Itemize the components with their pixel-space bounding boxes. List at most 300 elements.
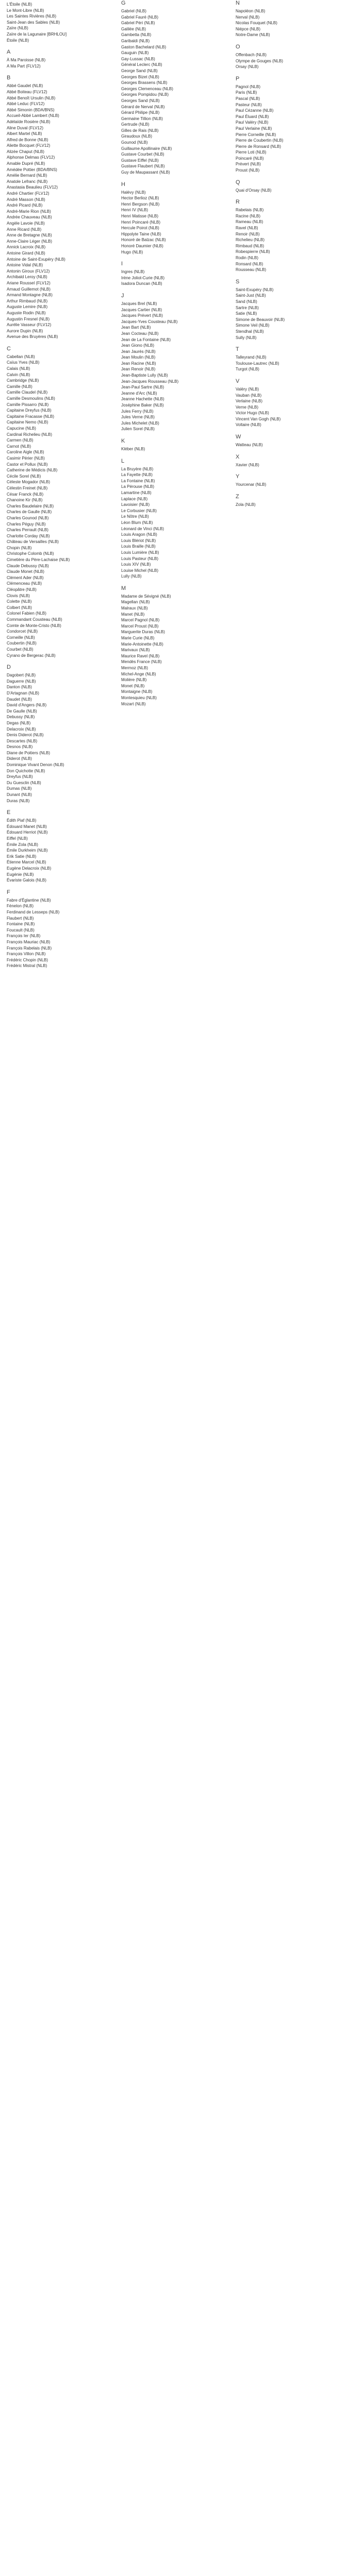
index-entry[interactable]: Jeanne Hachette (NLB): [121, 397, 164, 402]
index-entry[interactable]: Clovis (NLB): [7, 593, 30, 598]
index-entry[interactable]: Rabelais (NLB): [236, 208, 264, 213]
index-entry[interactable]: Étienne Marcel (NLB): [7, 860, 46, 865]
index-entry[interactable]: Frédéric Mistral (NLB): [7, 963, 47, 969]
index-entry[interactable]: Gounod (NLB): [121, 140, 148, 145]
index-entry[interactable]: Cléopâtre (NLB): [7, 587, 37, 592]
index-entry[interactable]: Vauban (NLB): [236, 393, 262, 398]
index-entry[interactable]: Castor et Pollux (NLB): [7, 462, 48, 467]
index-entry[interactable]: Clément Ader (NLB): [7, 575, 44, 580]
index-entry[interactable]: Gustave Flaubert (NLB): [121, 164, 165, 169]
index-entry[interactable]: Daudet (NLB): [7, 697, 32, 702]
index-entry[interactable]: Jacques Brel (NLB): [121, 301, 157, 306]
index-entry[interactable]: Édith Piaf (NLB): [7, 818, 37, 823]
index-entry[interactable]: Verne (NLB): [236, 404, 259, 410]
index-entry[interactable]: Casimir Périer (NLB): [7, 455, 45, 461]
index-entry[interactable]: Jean Renoir (NLB): [121, 367, 156, 372]
index-entry[interactable]: Notre-Dame (NLB): [236, 32, 270, 38]
index-entry[interactable]: Capucine (NLB): [7, 426, 36, 431]
index-entry[interactable]: Simone de Beauvoir (NLB): [236, 317, 285, 322]
index-entry[interactable]: Eiffel (NLB): [7, 836, 28, 841]
index-entry[interactable]: Le Nôtre (NLB): [121, 514, 149, 519]
index-entry[interactable]: Toulouse-Lautrec (NLB): [236, 361, 279, 366]
index-entry[interactable]: Pierre de Coubertin (NLB): [236, 138, 284, 143]
index-entry[interactable]: L'Étoile (NLB): [7, 2, 32, 7]
index-entry[interactable]: Gérard Philipe (NLB): [121, 110, 160, 115]
index-entry[interactable]: Charles Péguy (NLB): [7, 521, 46, 527]
index-entry[interactable]: Ingres (NLB): [121, 269, 145, 275]
index-entry[interactable]: À Ma Paroisse (NLB): [7, 58, 46, 63]
index-entry[interactable]: Hugo (NLB): [121, 249, 143, 255]
index-entry[interactable]: Paris (NLB): [236, 90, 257, 95]
index-entry[interactable]: Saint-Exupéry (NLB): [236, 287, 274, 292]
index-entry[interactable]: Charlotte Corday (NLB): [7, 533, 50, 538]
index-entry[interactable]: Jean Giono (NLB): [121, 343, 155, 348]
index-entry[interactable]: Descartes (NLB): [7, 738, 38, 743]
index-entry[interactable]: Capitaine Dreyfus (NLB): [7, 408, 52, 413]
index-entry[interactable]: Kléber (NLB): [121, 447, 145, 451]
index-entry[interactable]: Jules Michelet (NLB): [121, 420, 159, 426]
index-entry[interactable]: Évariste Galois (NLB): [7, 878, 46, 883]
index-entry[interactable]: Duras (NLB): [7, 798, 30, 803]
index-entry[interactable]: Dumas (NLB): [7, 786, 32, 791]
index-entry[interactable]: Satie (NLB): [236, 311, 257, 316]
index-entry[interactable]: Rameau (NLB): [236, 219, 263, 225]
index-entry[interactable]: Napoléon (NLB): [236, 9, 266, 13]
index-entry[interactable]: Rousseau (NLB): [236, 267, 267, 273]
index-entry[interactable]: Adélaïde Rosière (NLB): [7, 119, 51, 124]
index-entry[interactable]: Léonard de Vinci (NLB): [121, 526, 164, 531]
index-entry[interactable]: Quai d'Orsay (NLB): [236, 188, 272, 193]
index-entry[interactable]: Alizée Chaput (NLB): [7, 149, 44, 154]
index-entry[interactable]: Capitaine Fracasse (NLB): [7, 414, 55, 419]
index-entry[interactable]: Abbé Leduc (FLV12): [7, 101, 45, 107]
index-entry[interactable]: Valéry (NLB): [236, 386, 259, 392]
index-entry[interactable]: Voltaire (NLB): [236, 422, 261, 428]
index-entry[interactable]: Foucault (NLB): [7, 927, 35, 933]
index-entry[interactable]: Condorcet (NLB): [7, 629, 38, 634]
index-entry[interactable]: Molière (NLB): [121, 677, 147, 683]
index-entry[interactable]: Watteau (NLB): [236, 443, 263, 448]
index-entry[interactable]: Jean-Jacques Rousseau (NLB): [121, 379, 179, 384]
index-entry[interactable]: Montesquieu (NLB): [121, 695, 157, 700]
index-entry[interactable]: Cimetière du Père-Lachaise (NLB): [7, 557, 70, 563]
index-entry[interactable]: Coubertin (NLB): [7, 641, 37, 646]
index-entry[interactable]: Aurore Dupin (NLB): [7, 328, 43, 333]
index-entry[interactable]: Madame de Sévigné (NLB): [121, 594, 171, 599]
index-entry[interactable]: Yourcenar (NLB): [236, 482, 267, 487]
index-entry[interactable]: Célestin Freinet (NLB): [7, 485, 48, 490]
index-entry[interactable]: Diderot (NLB): [7, 756, 32, 761]
index-entry[interactable]: Saint-Jean des Sables (NLB): [7, 20, 60, 25]
index-entry[interactable]: Caïus Yves (NLB): [7, 360, 40, 365]
index-entry[interactable]: Cardinal Richelieu (NLB): [7, 432, 53, 437]
index-entry[interactable]: Simone Veil (NLB): [236, 323, 270, 328]
index-entry[interactable]: Dominique Vivant Denon (NLB): [7, 762, 64, 768]
index-entry[interactable]: Fontaine (NLB): [7, 922, 35, 927]
index-entry[interactable]: Jean Racine (NLB): [121, 361, 156, 366]
index-entry[interactable]: Pasteur (NLB): [236, 102, 262, 107]
index-entry[interactable]: Archibald Leroy (NLB): [7, 275, 47, 280]
index-entry[interactable]: Antonin Giroux (FLV12): [7, 268, 50, 274]
index-entry[interactable]: Giraudoux (NLB): [121, 134, 153, 139]
index-entry[interactable]: Ferdinand de Lesseps (NLB): [7, 909, 60, 914]
index-entry[interactable]: Anne-Claire Léger (NLB): [7, 239, 53, 244]
index-entry[interactable]: Abbé Gaudet (NLB): [7, 83, 43, 89]
index-entry[interactable]: Olympe de Gouges (NLB): [236, 58, 284, 63]
index-entry[interactable]: Paul Éluard (NLB): [236, 114, 269, 119]
index-entry[interactable]: Lavoisier (NLB): [121, 502, 150, 507]
index-entry[interactable]: Du Guesclin (NLB): [7, 780, 41, 785]
index-entry[interactable]: Antoine Vidal (NLB): [7, 263, 43, 268]
index-entry[interactable]: Charles Baudelaire (NLB): [7, 503, 54, 509]
index-entry[interactable]: Amélie Bernard (NLB): [7, 173, 47, 178]
index-entry[interactable]: Henri Poincaré (NLB): [121, 219, 161, 225]
index-entry[interactable]: Cambridge (NLB): [7, 378, 39, 383]
index-entry[interactable]: Verlaine (NLB): [236, 399, 263, 404]
index-entry[interactable]: Charles de Gaulle (NLB): [7, 510, 52, 515]
index-entry[interactable]: Les Saintes Rivières (NLB): [7, 14, 57, 19]
index-entry[interactable]: Flaubert (NLB): [7, 916, 34, 921]
index-entry[interactable]: Arthur Rimbaud (NLB): [7, 298, 48, 303]
index-entry[interactable]: Victor Hugo (NLB): [236, 411, 269, 416]
index-entry[interactable]: François Rabelais (NLB): [7, 945, 52, 951]
index-entry[interactable]: Pierre Loti (NLB): [236, 150, 267, 155]
index-entry[interactable]: Édouard Herriot (NLB): [7, 830, 48, 835]
index-entry[interactable]: Niépce (NLB): [236, 26, 261, 31]
index-entry[interactable]: Honoré de Balzac (NLB): [121, 238, 166, 243]
index-entry[interactable]: Halévy (NLB): [121, 190, 146, 195]
index-entry[interactable]: Anne de Bretagne (NLB): [7, 233, 52, 238]
index-entry[interactable]: Desnos (NLB): [7, 744, 33, 750]
index-entry[interactable]: Calais (NLB): [7, 366, 30, 371]
index-entry[interactable]: Henri IV (NLB): [121, 208, 148, 213]
index-entry[interactable]: Augustin Fresnel (NLB): [7, 316, 50, 321]
index-entry[interactable]: Émile Durkheim (NLB): [7, 848, 48, 853]
index-entry[interactable]: Albert Martel (NLB): [7, 131, 42, 137]
index-entry[interactable]: Louis Aragon (NLB): [121, 532, 157, 537]
index-entry[interactable]: Jean Jaurès (NLB): [121, 349, 156, 354]
index-entry[interactable]: Germaine Tillion (NLB): [121, 116, 163, 121]
index-entry[interactable]: Garibaldi (NLB): [121, 38, 150, 43]
index-entry[interactable]: Jean Moulin (NLB): [121, 355, 156, 360]
index-entry[interactable]: Danton (NLB): [7, 685, 32, 690]
index-entry[interactable]: Andrée Chauveau (NLB): [7, 215, 52, 220]
index-entry[interactable]: Anatole Lefranc (NLB): [7, 179, 48, 184]
index-entry[interactable]: Delacroix (NLB): [7, 726, 36, 732]
index-entry[interactable]: Louis Blériot (NLB): [121, 538, 156, 543]
index-entry[interactable]: Eugénie (NLB): [7, 872, 34, 877]
index-entry[interactable]: Clémenceau (NLB): [7, 581, 42, 586]
index-entry[interactable]: La Bruyère (NLB): [121, 466, 154, 471]
index-entry[interactable]: Jeanne d'Arc (NLB): [121, 391, 157, 396]
index-entry[interactable]: André Chartier (FLV12): [7, 191, 49, 196]
index-entry[interactable]: Sand (NLB): [236, 299, 257, 304]
index-entry[interactable]: Fabre d'Églantine (NLB): [7, 897, 51, 903]
index-entry[interactable]: Céleste Mogador (NLB): [7, 480, 51, 485]
index-entry[interactable]: Camille Pissarro (NLB): [7, 402, 49, 407]
index-entry[interactable]: Sartre (NLB): [236, 305, 259, 310]
index-entry[interactable]: Angèle Lavoie (NLB): [7, 221, 45, 226]
index-entry[interactable]: Colette (NLB): [7, 599, 32, 604]
index-entry[interactable]: Julien Sorel (NLB): [121, 427, 155, 432]
index-entry[interactable]: Louis Braille (NLB): [121, 544, 156, 549]
index-entry[interactable]: Ronsard (NLB): [236, 261, 263, 266]
index-entry[interactable]: Prévert (NLB): [236, 162, 261, 167]
index-entry[interactable]: Monet (NLB): [121, 683, 145, 688]
index-entry[interactable]: Charles Perrault (NLB): [7, 528, 48, 533]
index-entry[interactable]: Louis Lumière (NLB): [121, 550, 159, 555]
index-entry[interactable]: Hector Berlioz (NLB): [121, 196, 159, 201]
index-entry[interactable]: Stendhal (NLB): [236, 329, 264, 334]
index-entry[interactable]: Pierre de Ronsard (NLB): [236, 144, 281, 149]
index-entry[interactable]: Colonel Fabien (NLB): [7, 611, 46, 616]
index-entry[interactable]: François Ier (NLB): [7, 934, 41, 939]
index-entry[interactable]: Catherine de Médicis (NLB): [7, 468, 58, 473]
index-entry[interactable]: Hercule Poirot (NLB): [121, 226, 159, 231]
index-entry[interactable]: Offenbach (NLB): [236, 52, 267, 57]
index-entry[interactable]: Jules Ferry (NLB): [121, 409, 154, 414]
index-entry[interactable]: Gustave Eiffel (NLB): [121, 158, 159, 163]
index-entry[interactable]: Ravel (NLB): [236, 226, 258, 231]
index-entry[interactable]: Gauguin (NLB): [121, 50, 149, 56]
index-entry[interactable]: Chopin (NLB): [7, 545, 32, 550]
index-entry[interactable]: Magellan (NLB): [121, 600, 150, 605]
index-entry[interactable]: Marguerite Duras (NLB): [121, 630, 165, 635]
index-entry[interactable]: Général Leclerc (NLB): [121, 62, 162, 67]
index-entry[interactable]: Georges Bizet (NLB): [121, 74, 159, 79]
index-entry[interactable]: Frédéric Chopin (NLB): [7, 957, 48, 962]
index-entry[interactable]: Robespierre (NLB): [236, 249, 270, 255]
index-entry[interactable]: Amable Dupré (NLB): [7, 161, 45, 166]
index-entry[interactable]: Paul Verlaine (NLB): [236, 126, 272, 131]
index-entry[interactable]: Abbé Benoît Ursulin (NLB): [7, 95, 56, 100]
index-entry[interactable]: Marivaux (NLB): [121, 648, 150, 653]
index-entry[interactable]: Calvin (NLB): [7, 372, 30, 377]
index-entry[interactable]: Comte de Monte-Cristo (NLB): [7, 623, 61, 628]
index-entry[interactable]: Cabellan (NLB): [7, 354, 35, 359]
index-entry[interactable]: Saint-Just (NLB): [236, 293, 266, 298]
index-entry[interactable]: Aline Duval (FLV12): [7, 125, 43, 130]
index-entry[interactable]: Louis XIV (NLB): [121, 562, 151, 567]
index-entry[interactable]: Colbert (NLB): [7, 605, 32, 610]
index-entry[interactable]: Henri Matisse (NLB): [121, 214, 159, 218]
index-entry[interactable]: Commandant Cousteau (NLB): [7, 617, 62, 622]
index-entry[interactable]: Courbet (NLB): [7, 647, 34, 652]
index-entry[interactable]: Georges Brassens (NLB): [121, 80, 168, 86]
index-entry[interactable]: Avenue des Bruyères (NLB): [7, 334, 58, 340]
index-entry[interactable]: Marie-Antoinette (NLB): [121, 641, 163, 647]
index-entry[interactable]: Arnaud Guillemot (NLB): [7, 286, 51, 292]
index-entry[interactable]: Étoile (NLB): [7, 38, 29, 43]
index-entry[interactable]: Paul Cézanne (NLB): [236, 108, 274, 113]
index-entry[interactable]: Louis Pasteur (NLB): [121, 556, 159, 561]
index-entry[interactable]: Nerval (NLB): [236, 14, 260, 20]
index-entry[interactable]: Le Corbusier (NLB): [121, 508, 157, 513]
index-entry[interactable]: Denis Diderot (NLB): [7, 733, 44, 738]
index-entry[interactable]: Pagnol (NLB): [236, 84, 261, 89]
index-entry[interactable]: Aurélie Vasseur (FLV12): [7, 323, 52, 328]
index-entry[interactable]: André-Marie Rion (NLB): [7, 209, 51, 214]
index-entry[interactable]: Auguste Rodin (NLB): [7, 310, 46, 315]
index-entry[interactable]: Claude Monet (NLB): [7, 569, 44, 574]
index-entry[interactable]: Accueil-Abbé Lambert (NLB): [7, 113, 59, 118]
index-entry[interactable]: Le Mont-Libre (NLB): [7, 8, 44, 13]
index-entry[interactable]: Racine (NLB): [236, 213, 261, 218]
index-entry[interactable]: Irène Joliot-Curie (NLB): [121, 275, 165, 280]
index-entry[interactable]: Jean Bart (NLB): [121, 325, 151, 330]
index-entry[interactable]: Galilée (NLB): [121, 26, 146, 31]
index-entry[interactable]: Camille Claudel (NLB): [7, 390, 48, 395]
index-entry[interactable]: Malraux (NLB): [121, 606, 148, 611]
index-entry[interactable]: Jean-Paul Sartre (NLB): [121, 385, 164, 390]
index-entry[interactable]: Georges Sand (NLB): [121, 98, 160, 103]
index-entry[interactable]: Rimbaud (NLB): [236, 243, 264, 248]
index-entry[interactable]: Gambetta (NLB): [121, 32, 152, 38]
index-entry[interactable]: Abbé Boiteau (FLV12): [7, 89, 47, 94]
index-entry[interactable]: Guillaume Apollinaire (NLB): [121, 146, 172, 151]
index-entry[interactable]: Poincaré (NLB): [236, 156, 264, 161]
index-entry[interactable]: Christophe Colomb (NLB): [7, 551, 54, 556]
index-entry[interactable]: Armand Montagne (NLB): [7, 293, 53, 298]
index-entry[interactable]: Mozart (NLB): [121, 701, 146, 706]
index-entry[interactable]: François Villon (NLB): [7, 952, 46, 957]
index-entry[interactable]: Daguerre (NLB): [7, 679, 36, 684]
index-entry[interactable]: Château de Versailles (NLB): [7, 539, 59, 545]
index-entry[interactable]: Anastasia Beaulieu (FLV12): [7, 185, 58, 190]
index-entry[interactable]: Anne Ricard (NLB): [7, 227, 42, 232]
index-entry[interactable]: Vincent Van Gogh (NLB): [236, 416, 281, 421]
index-entry[interactable]: Mendès France (NLB): [121, 659, 162, 665]
index-entry[interactable]: Zaïre de la Lagunaire [BRHLOU]: [7, 31, 67, 37]
index-entry[interactable]: Richelieu (NLB): [236, 238, 265, 243]
index-entry[interactable]: Marcel Pagnol (NLB): [121, 618, 160, 623]
index-entry[interactable]: D'Artagnan (NLB): [7, 690, 39, 696]
index-entry[interactable]: Manet (NLB): [121, 612, 145, 617]
index-entry[interactable]: Guy de Maupassant (NLB): [121, 170, 170, 175]
index-entry[interactable]: Montaigne (NLB): [121, 689, 153, 694]
index-entry[interactable]: Gérard de Nerval (NLB): [121, 104, 165, 109]
index-entry[interactable]: Gabriel Péri (NLB): [121, 21, 155, 26]
index-entry[interactable]: André Masson (NLB): [7, 197, 45, 202]
index-entry[interactable]: Aliette Bocquet (FLV12): [7, 143, 51, 148]
index-entry[interactable]: Alphonse Delmas (FLV12): [7, 155, 55, 160]
index-entry[interactable]: Louise Michel (NLB): [121, 568, 159, 573]
index-entry[interactable]: Jacques Prévert (NLB): [121, 313, 163, 318]
index-entry[interactable]: Laplace (NLB): [121, 496, 148, 501]
index-entry[interactable]: A Ma Part (FLV12): [7, 63, 41, 69]
index-entry[interactable]: Jean-Baptiste Lully (NLB): [121, 373, 168, 378]
index-entry[interactable]: Zaïre (NLB): [7, 26, 28, 31]
index-entry[interactable]: Alfred de Bonne (NLB): [7, 137, 48, 142]
index-entry[interactable]: Eugène Delacroix (NLB): [7, 866, 52, 871]
index-entry[interactable]: Erik Satie (NLB): [7, 854, 37, 859]
index-entry[interactable]: Ariane Roussel (FLV12): [7, 280, 51, 285]
index-entry[interactable]: Mermoz (NLB): [121, 666, 148, 670]
index-entry[interactable]: Cécile Sorel (NLB): [7, 473, 41, 479]
index-entry[interactable]: Orsay (NLB): [236, 64, 259, 70]
index-entry[interactable]: Debussy (NLB): [7, 715, 35, 720]
index-entry[interactable]: Don Quichotte (NLB): [7, 768, 45, 773]
index-entry[interactable]: Gabriel Fauré (NLB): [121, 14, 159, 20]
index-entry[interactable]: Annick Lacroix (NLB): [7, 245, 46, 250]
index-entry[interactable]: Joséphine Baker (NLB): [121, 403, 164, 408]
index-entry[interactable]: Gilles de Rais (NLB): [121, 128, 159, 133]
index-entry[interactable]: Dagobert (NLB): [7, 673, 36, 678]
index-entry[interactable]: Maurice Ravel (NLB): [121, 653, 160, 658]
index-entry[interactable]: Claude Debussy (NLB): [7, 563, 49, 568]
index-entry[interactable]: Pascal (NLB): [236, 96, 260, 101]
index-entry[interactable]: La Pérouse (NLB): [121, 484, 155, 489]
index-entry[interactable]: Caroline Aigle (NLB): [7, 450, 44, 455]
index-entry[interactable]: Sully (NLB): [236, 335, 257, 340]
index-entry[interactable]: Talleyrand (NLB): [236, 355, 267, 360]
index-entry[interactable]: Pierre Corneille (NLB): [236, 132, 276, 137]
index-entry[interactable]: Capitaine Nemo (NLB): [7, 420, 48, 425]
index-entry[interactable]: De Gaulle (NLB): [7, 708, 37, 714]
index-entry[interactable]: Michel-Ange (NLB): [121, 671, 156, 676]
index-entry[interactable]: Charles Gounod (NLB): [7, 515, 49, 520]
index-entry[interactable]: Camille (NLB): [7, 384, 32, 389]
index-entry[interactable]: Jean de La Fontaine (NLB): [121, 337, 171, 342]
index-entry[interactable]: Isadora Duncan (NLB): [121, 281, 162, 286]
index-entry[interactable]: Lamartine (NLB): [121, 490, 152, 495]
index-entry[interactable]: Paul Valéry (NLB): [236, 120, 269, 125]
index-entry[interactable]: Rodin (NLB): [236, 256, 259, 260]
index-entry[interactable]: George Sand (NLB): [121, 68, 158, 73]
index-entry[interactable]: François Mauriac (NLB): [7, 939, 51, 944]
index-entry[interactable]: Proust (NLB): [236, 168, 260, 173]
index-entry[interactable]: Xavier (NLB): [236, 462, 259, 467]
index-entry[interactable]: Zola (NLB): [236, 502, 256, 507]
index-entry[interactable]: Degas (NLB): [7, 720, 31, 725]
index-entry[interactable]: Jean Cocteau (NLB): [121, 331, 159, 336]
index-entry[interactable]: Gabriel (NLB): [121, 9, 146, 13]
index-entry[interactable]: Antoine Girard (NLB): [7, 250, 45, 256]
index-entry[interactable]: La Fayette (NLB): [121, 472, 153, 478]
index-entry[interactable]: Abbé Simonin (BDA/BNS): [7, 107, 55, 112]
index-entry[interactable]: Renoir (NLB): [236, 231, 260, 236]
index-entry[interactable]: Jacques-Yves Cousteau (NLB): [121, 319, 178, 324]
index-entry[interactable]: Jacques Cartier (NLB): [121, 307, 162, 312]
index-entry[interactable]: Gaston Bachelard (NLB): [121, 44, 167, 49]
index-entry[interactable]: Carmen (NLB): [7, 438, 34, 443]
index-entry[interactable]: Cyrano de Bergerac (NLB): [7, 653, 56, 658]
index-entry[interactable]: Turgot (NLB): [236, 367, 259, 372]
index-entry[interactable]: Édouard Manet (NLB): [7, 824, 47, 829]
index-entry[interactable]: Diane de Poitiers (NLB): [7, 750, 51, 755]
index-entry[interactable]: Marie Curie (NLB): [121, 636, 155, 641]
index-entry[interactable]: Nicolas Fouquet (NLB): [236, 21, 277, 26]
index-entry[interactable]: Georges Clemenceau (NLB): [121, 86, 173, 91]
index-entry[interactable]: Marcel Proust (NLB): [121, 623, 159, 629]
index-entry[interactable]: Honoré Daumier (NLB): [121, 243, 163, 248]
index-entry[interactable]: Chanoine Kir (NLB): [7, 498, 43, 503]
index-entry[interactable]: Fénelon (NLB): [7, 904, 34, 909]
index-entry[interactable]: Émile Zola (NLB): [7, 842, 38, 847]
index-entry[interactable]: Gustave Courbet (NLB): [121, 152, 164, 157]
index-entry[interactable]: Dunant (NLB): [7, 792, 32, 798]
index-entry[interactable]: Georges Pompidou (NLB): [121, 92, 169, 97]
index-entry[interactable]: Corneille (NLB): [7, 635, 35, 640]
index-entry[interactable]: Léon Blum (NLB): [121, 520, 153, 525]
index-entry[interactable]: André Picard (NLB): [7, 203, 43, 208]
index-entry[interactable]: Henri Bergson (NLB): [121, 201, 160, 207]
index-entry[interactable]: Gay-Lussac (NLB): [121, 56, 155, 61]
index-entry[interactable]: David d'Angers (NLB): [7, 703, 47, 708]
index-entry[interactable]: Dreyfus (NLB): [7, 774, 33, 779]
index-entry[interactable]: Gertrude (NLB): [121, 122, 150, 127]
index-entry[interactable]: Camille Desmoulins (NLB): [7, 396, 55, 401]
